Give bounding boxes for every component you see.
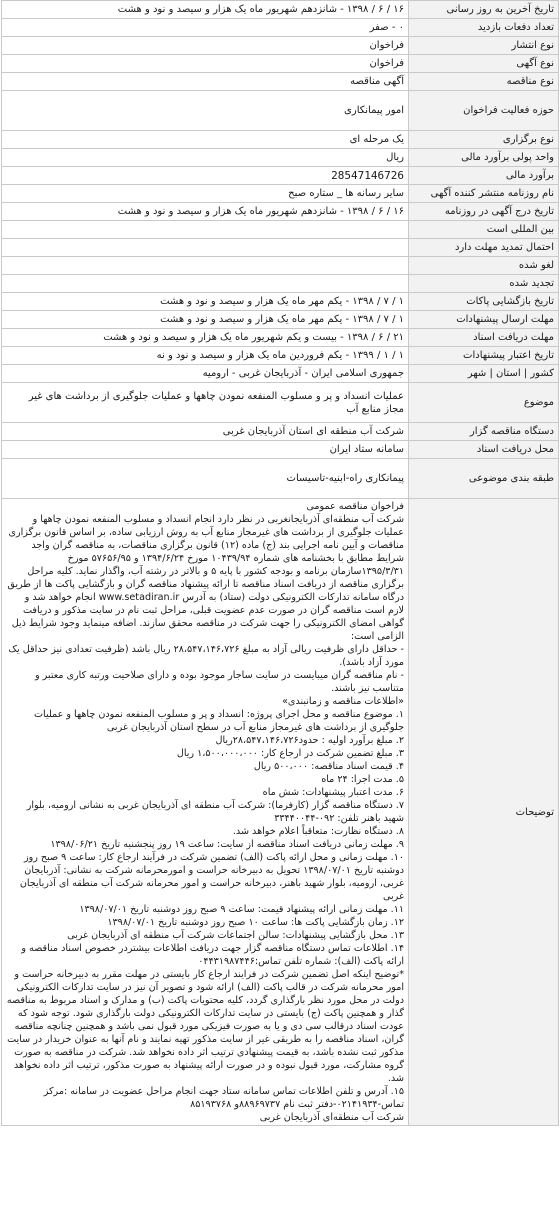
desc-item-13: ۱۳. محل بازگشایی پیشنهادات: سالن اجتماعات شرکت آب منطقه ای آذربایجان غربی — [67, 930, 404, 941]
label-newspaper-date: تاریخ درج آگهی در روزنامه — [409, 203, 559, 221]
label-renewed: تجدید شده — [409, 275, 559, 293]
desc-item-6: ۶. مدت اعتبار پیشنهادات: شش ماه — [262, 787, 404, 798]
desc-title: فراخوان مناقصه عمومی — [306, 501, 404, 512]
label-tender-kind: نوع مناقصه — [409, 73, 559, 91]
label-organizer: دستگاه مناقصه گزار — [409, 423, 559, 441]
label-extension: احتمال تمدید مهلت دارد — [409, 239, 559, 257]
tender-info-table — [1, 0, 559, 1126]
label-last-update: تاریخ آخرین به روز رسانی — [409, 1, 559, 19]
desc-condition-1: - حداقل دارای ظرفیت ریالی آزاد به مبلغ ۲۸،۵۴۷،۱۴۶،۷۲۶ ریال باشد (ظرفیت تعدادی نیز حداقل یک مورد آزاد باشد). — [8, 644, 404, 668]
label-category: طبقه بندی موضوعی — [409, 459, 559, 499]
desc-item-4: ۴. قیمت اسناد مناقصه: ۵۰۰،۰۰۰ ریال — [253, 761, 404, 772]
value-visits: ۰ - صفر — [2, 19, 409, 37]
desc-item-9: ۹. مهلت زمانی دریافت اسناد مناقصه از سایت: ساعت ۱۹ روز پنجشنبه تاریخ ۱۳۹۸/۰۶/۲۱ — [50, 839, 404, 850]
label-cancelled: لغو شده — [409, 257, 559, 275]
value-activity-field: امور پیمانکاری — [2, 91, 409, 131]
value-location: جمهوری اسلامی ایران - آذربایجان غربی - ارومیه — [2, 365, 409, 383]
desc-item-2: ۲. مبلغ برآورد اولیه : حدود۲۸،۵۴۷،۱۴۶،۷۲۶ریال — [215, 735, 404, 746]
value-newspaper: سایر رسانه ها _ ستاره صبح — [2, 185, 409, 203]
label-visits: تعداد دفعات بازدید — [409, 19, 559, 37]
value-doc-deadline: ۲۱ / ۶ / ۱۳۹۸ - بیست و یکم شهریور ماه یک هزار و سیصد و نود و هشت — [2, 329, 409, 347]
desc-item-5: ۵. مدت اجرا: ۲۴ ماه — [321, 774, 404, 785]
label-hold-type: نوع برگزاری — [409, 131, 559, 149]
value-cancelled — [2, 257, 409, 275]
label-newspaper: نام روزنامه منتشر کننده آگهی — [409, 185, 559, 203]
label-estimate: برآورد مالی — [409, 167, 559, 185]
value-last-update: ۱۶ / ۶ / ۱۳۹۸ - شانزدهم شهریور ماه یک هزار و سیصد و نود و هشت — [2, 1, 409, 19]
value-estimate: 28547146726 — [2, 167, 409, 185]
value-tender-kind: آگهی مناقصه — [2, 73, 409, 91]
value-doc-place: سامانه ستاد ایران — [2, 441, 409, 459]
value-currency: ریال — [2, 149, 409, 167]
desc-condition-2: - نام مناقصه گران میبایست در سایت ساجار موجود بوده و دارای صلاحیت ورتبه کاری معتبر و متناسب نیز باشند. — [34, 670, 404, 694]
value-send-deadline: ۱ / ۷ / ۱۳۹۸ - یکم مهر ماه یک هزار و سیصد و نود و هشت — [2, 311, 409, 329]
desc-item-1: ۱. موضوع مناقصه و محل اجرای پروژه: انسداد و پر و مسلوب المنفعه نمودن چاهها و عملیات جلوگیری از برداشت های غیرمجاز منابع آب در سطح استان آذربایجان غربی — [34, 709, 404, 733]
label-description: توضیحات — [409, 499, 559, 1126]
value-newspaper-date: ۱۶ / ۶ / ۱۳۹۸ - شانزدهم شهریور ماه یک هزار و سیصد و نود و هشت — [2, 203, 409, 221]
desc-item-8: ۸. دستگاه نظارت: متعاقباً اعلام خواهد شد. — [232, 826, 404, 837]
label-publish-type: نوع انتشار — [409, 37, 559, 55]
label-notice-type: نوع آگهی — [409, 55, 559, 73]
value-validity: ۱ / ۱ / ۱۳۹۹ - یکم فروردین ماه یک هزار و سیصد و نود و نه — [2, 347, 409, 365]
value-open-date: ۱ / ۷ / ۱۳۹۸ - یکم مهر ماه یک هزار و سیصد و نود و هشت — [2, 293, 409, 311]
desc-item-7: ۷. دستگاه مناقصه گزار (کارفرما): شرکت آب منطقه ای آذربایجان غربی به نشانی ارومیه، بلوار شهید باهنر تلفن: ۰۹۲-۳۳۴۴۰۰۴۴ — [26, 800, 404, 824]
label-doc-place: محل دریافت اسناد — [409, 441, 559, 459]
value-notice-type: فراخوان — [2, 55, 409, 73]
label-open-date: تاریخ بازگشایی پاکات — [409, 293, 559, 311]
label-subject: موضوع — [409, 383, 559, 423]
desc-item-14: ۱۴. اطلاعات تماس دستگاه مناقصه گزار جهت دریافت اطلاعات بیشتردر خصوص اسناد مناقصه و ارائه پاکت (الف): شماره تلفن تماس:۰۴۴۳۱۹۸۷۴۴۶ — [21, 943, 404, 967]
desc-note: *توضیح اینکه اصل تضمین شرکت در فرایند ارجاع کار بایستی در مهلت مقرر به دبیرخانه حراست و امور محرمانه شرکت در قالب پاکت (الف) ارائه شود و تصویر آن نیز در سایت تدارکات الکترونیکی دولت در محل مورد نظر بارگذاری گردد، کلیه محتویات پاکت (ب) و مدارک و اسناد مربوط به مناقصه گذار و همچنین پاکت (ج) بایستی در سایت تدارکات الکترونیکی دولت بارگذاری شود. توجه شود که عودت اسناد درقالب سی دی و یا به صورت فیزیکی مورد قبول نمی باشد و همچنین چنانچه مناقصه گران، اسناد مناقصه را به طریقی غیر از سایت مذکور تهیه نمایند و نام آنها به عنوان خریدار در سایت مذکور ثبت نشده باشد، به قیمت پیشنهادی ترتیب اثر داده نخواهد شد. شرکت در مناقصه به صورت گروه مشارکت، مورد قبول نبوده و در صورت ارائه پیشنهاد به صورت مذکور، ترتیب اثر داده نخواهد شد. — [6, 969, 404, 1084]
desc-item-3: ۳. مبلغ تضمین شرکت در ارجاع کار: ۱،۵۰۰،۰۰۰،۰۰۰ ریال — [176, 748, 404, 759]
desc-item-10: ۱۰. مهلت زمانی و محل ارائه پاکت (الف) تضمین شرکت در فرآیند ارجاع کار: ساعت ۹ صبح روز دوشنبه تاریخ ۱۳۹۸/۰۷/۰۱ تحویل به دبیرخانه حراست و امورمحرمانه شرکت به نشانی: آذربایجان غربی، ارومیه، بلوار شهید باهنر، دبیرخانه حراست و امور محرمانه شرکت آب منطقه ای آذربایجان غربی — [19, 852, 404, 902]
desc-item-11: ۱۱. مهلت زمانی ارائه پیشنهاد قیمت: ساعت ۹ صبح روز دوشنبه تاریخ ۱۳۹۸/۰۷/۰۱ — [79, 904, 404, 915]
desc-item-15: ۱۵. آدرس و تلفن اطلاعات تماس سامانه ستاد جهت انجام مراحل عضویت در سامانه :مرکز تماس-۰۲۱۴۱۹۳۴-دفتر ثبت نام ۸۸۹۶۹۷۳۷و ۸۵۱۹۳۷۶۸ — [43, 1086, 404, 1110]
value-international — [2, 221, 409, 239]
desc-item-12: ۱۲. زمان بازگشایی پاکت ها: ساعت ۱۰ صبح روز دوشنبه تاریخ ۱۳۹۸/۰۷/۰۱ — [107, 917, 404, 928]
desc-signature: شرکت آب منطقه‌ای آذربایجان غربی — [259, 1112, 404, 1123]
description-body — [2, 499, 409, 1126]
desc-intro: شرکت آب منطقه‌ای آذربایجانغربی در نظر دارد انجام انسداد و مسلوب المنفعه نمودن چاهها و عملیات جلوگیری از برداشت های غیرمجاز منابع آب به روش ارزیابی ساده، بر اساس قانون برگزاری مناقصات و آیین نامه اجرایی بند (ج) ماده (۱۲) قانون برگزاری مناقصات، به مناقصه گران واجد شرایط مطابق با بخشنامه های شماره ۱۰۴۳۹/۹۴ مورخ ۱۳۹۴/۶/۲۴ و ۵۷۶۵۶/۹۵ مورخ ۱۳۹۵/۳/۳۱سازمان برنامه و بودجه کشور با پایه ۵ و بالاتر در رشته آب، واگذار نماید. کلیه مراحل برگزاری مناقصه از دریافت اسناد مناقصه تا ارائه پیشنهاد مناقصه گران و بازگشایی پاکت ها از طریق درگاه سامانه تدارکات الکترونیکی دولت (ستاد) به آدرس www.setadiran.ir انجام خواهد شد و لازم است مناقصه گران در صورت عدم عضویت قبلی، مراحل ثبت نام در سایت مذکور و دریافت گواهی امضای الکترونیکی را جهت شرکت در مناقصه محقق سازند. اضافه مینماید وجود شرایط ذیل الزامی است: — [7, 514, 404, 642]
label-location: کشور | استان | شهر — [409, 365, 559, 383]
label-validity: تاریخ اعتبار پیشنهادات — [409, 347, 559, 365]
value-hold-type: یک مرحله ای — [2, 131, 409, 149]
tender-detail — [1, 0, 559, 1126]
label-doc-deadline: مهلت دریافت اسناد — [409, 329, 559, 347]
value-extension — [2, 239, 409, 257]
value-subject: عملیات انسداد و پر و مسلوب المنفعه نمودن چاهها و عملیات جلوگیری از برداشت های غیر مجاز منابع آب — [2, 383, 409, 423]
label-send-deadline: مهلت ارسال پیشنهادات — [409, 311, 559, 329]
value-renewed — [2, 275, 409, 293]
value-publish-type: فراخوان — [2, 37, 409, 55]
label-international: بین المللی است — [409, 221, 559, 239]
value-organizer: شرکت آب منطقه ای استان آذربایجان غربی — [2, 423, 409, 441]
value-category: پیمانکاری راه-ابنیه-تاسیسات — [2, 459, 409, 499]
label-currency: واحد پولی برآورد مالی — [409, 149, 559, 167]
desc-section-heading: «اطلاعات مناقصه و زمانبندی» — [282, 696, 404, 707]
label-activity-field: حوزه فعالیت فراخوان — [409, 91, 559, 131]
